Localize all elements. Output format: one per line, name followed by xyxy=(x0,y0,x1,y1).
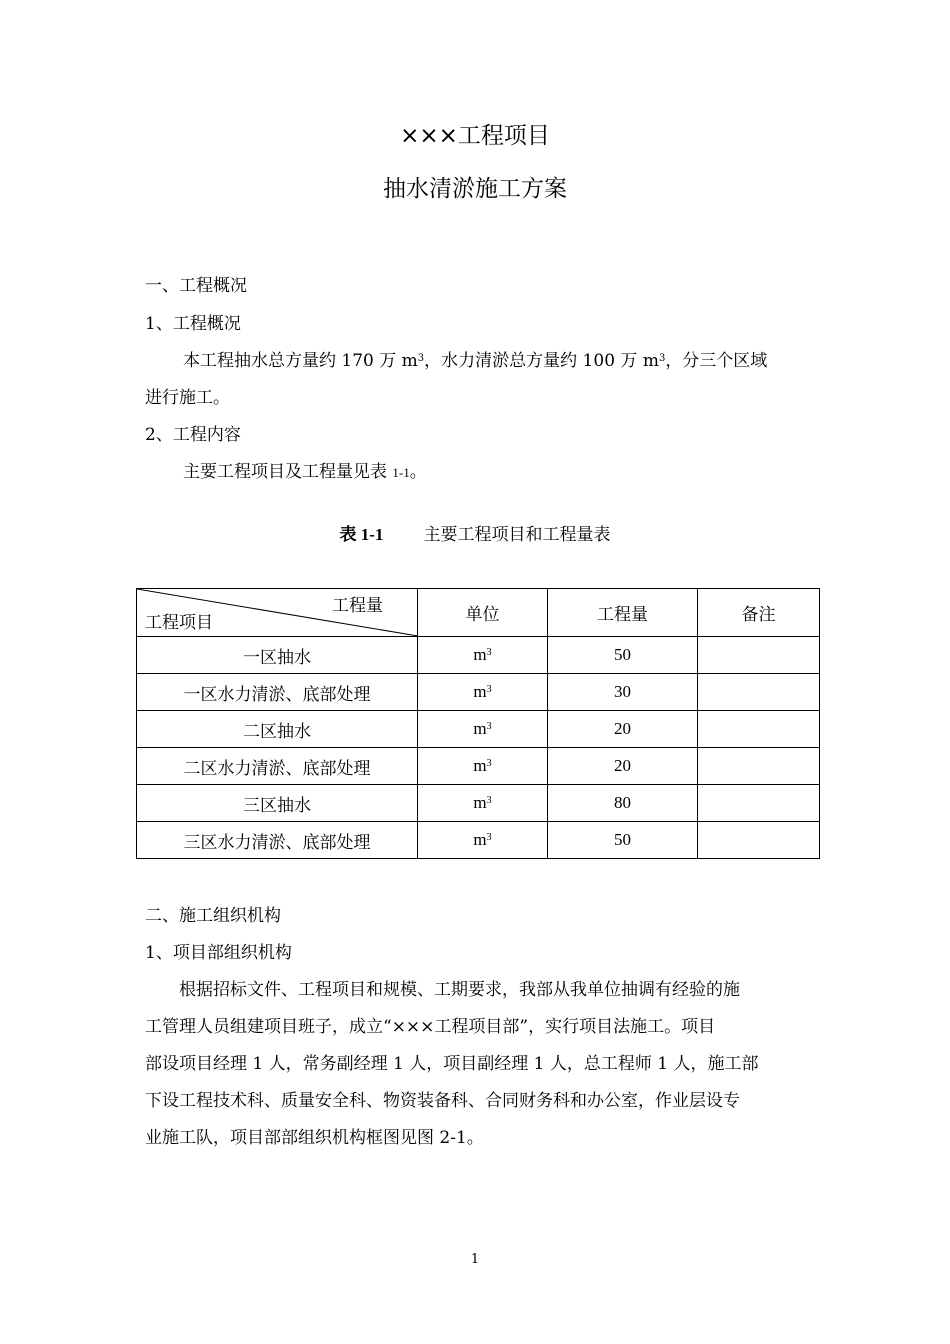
corner-label-bottom: 工程项目 xyxy=(145,613,213,633)
header-quantity: 工程量 xyxy=(548,589,698,637)
para1-text-b: ，水力清淤总方量约 100 万 m xyxy=(424,351,659,371)
table-row xyxy=(137,822,820,859)
table-row xyxy=(137,637,820,674)
cell-note xyxy=(698,748,820,785)
cell-item: 二区抽水 xyxy=(137,711,418,748)
section1-para2 xyxy=(183,457,427,482)
para1-sup-b: 3 xyxy=(658,353,666,364)
section2-sub1: 1、项目部组织机构 xyxy=(145,943,292,963)
unit-text: m xyxy=(473,682,487,701)
cell-quantity: 20 xyxy=(548,748,698,785)
cell-quantity: 50 xyxy=(548,822,698,859)
table-caption-text: 主要工程项目和工程量表 xyxy=(423,525,611,545)
unit-sup: 3 xyxy=(486,647,492,658)
cell-note xyxy=(698,674,820,711)
table-caption-label: 表 1-1 xyxy=(339,525,384,544)
cell-item: 三区抽水 xyxy=(137,785,418,822)
para2-text-b: 。 xyxy=(409,462,427,482)
header-note: 备注 xyxy=(698,589,820,637)
cell-item: 一区抽水 xyxy=(137,637,418,674)
cell-unit xyxy=(418,637,548,674)
cell-unit xyxy=(418,785,548,822)
cell-unit xyxy=(418,822,548,859)
cell-item: 三区水力清淤、底部处理 xyxy=(137,822,418,859)
section1-sub2: 2、工程内容 xyxy=(145,425,241,445)
unit-text: m xyxy=(473,645,487,664)
cell-item: 一区水力清淤、底部处理 xyxy=(137,674,418,711)
cell-quantity: 50 xyxy=(548,637,698,674)
section2-para-line: 业施工队，项目部部组织机构框图见图 2-1。 xyxy=(145,1128,484,1148)
unit-sup: 3 xyxy=(486,832,492,843)
table-caption xyxy=(0,520,950,545)
cell-note xyxy=(698,637,820,674)
para2-table-ref: 1-1 xyxy=(392,465,410,480)
quantity-table xyxy=(136,588,820,859)
unit-text: m xyxy=(473,756,487,775)
section2-para-line: 工管理人员组建项目班子，成立“×××工程项目部”，实行项目法施工。项目 xyxy=(145,1017,716,1037)
cell-note xyxy=(698,785,820,822)
unit-sup: 3 xyxy=(486,758,492,769)
cell-quantity: 80 xyxy=(548,785,698,822)
unit-sup: 3 xyxy=(486,795,492,806)
document-title: ×××工程项目 xyxy=(400,123,550,149)
header-unit: 单位 xyxy=(418,589,548,637)
section1-para1-line1 xyxy=(183,346,767,371)
page-number: 1 xyxy=(470,1252,480,1267)
cell-note xyxy=(698,711,820,748)
unit-text: m xyxy=(473,719,487,738)
para1-sup-a: 3 xyxy=(417,353,425,364)
unit-text: m xyxy=(473,830,487,849)
section2-para-line: 下设工程技术科、质量安全科、物资装备科、合同财务科和办公室，作业层设专 xyxy=(145,1091,740,1111)
unit-sup: 3 xyxy=(486,721,492,732)
para1-text-c: ，分三个区域 xyxy=(665,351,768,371)
document-subtitle: 抽水清淤施工方案 xyxy=(383,176,567,202)
cell-quantity: 20 xyxy=(548,711,698,748)
para2-text-a: 主要工程项目及工程量见表 xyxy=(183,462,393,482)
section1-heading: 一、工程概况 xyxy=(145,276,247,296)
cell-quantity: 30 xyxy=(548,674,698,711)
section2-para-line: 部设项目经理 1 人，常务副经理 1 人，项目副经理 1 人，总工程师 1 人，施工部 xyxy=(145,1054,759,1074)
table-row xyxy=(137,711,820,748)
section2-para-line: 根据招标文件、工程项目和规模、工期要求，我部从我单位抽调有经验的施 xyxy=(145,980,740,1000)
table-header-row xyxy=(137,589,820,637)
section2-heading: 二、施工组织机构 xyxy=(145,906,281,926)
cell-unit xyxy=(418,674,548,711)
para1-text-a: 本工程抽水总方量约 170 万 m xyxy=(183,351,418,371)
table-corner-cell xyxy=(137,589,418,637)
table-row xyxy=(137,748,820,785)
cell-unit xyxy=(418,748,548,785)
corner-label-top: 工程量 xyxy=(332,596,383,616)
cell-unit xyxy=(418,711,548,748)
section1-sub1: 1、工程概况 xyxy=(145,314,241,334)
section1-para1-line2: 进行施工。 xyxy=(145,388,230,408)
table-row xyxy=(137,785,820,822)
cell-item: 二区水力清淤、底部处理 xyxy=(137,748,418,785)
table-row xyxy=(137,674,820,711)
unit-text: m xyxy=(473,793,487,812)
cell-note xyxy=(698,822,820,859)
unit-sup: 3 xyxy=(486,684,492,695)
